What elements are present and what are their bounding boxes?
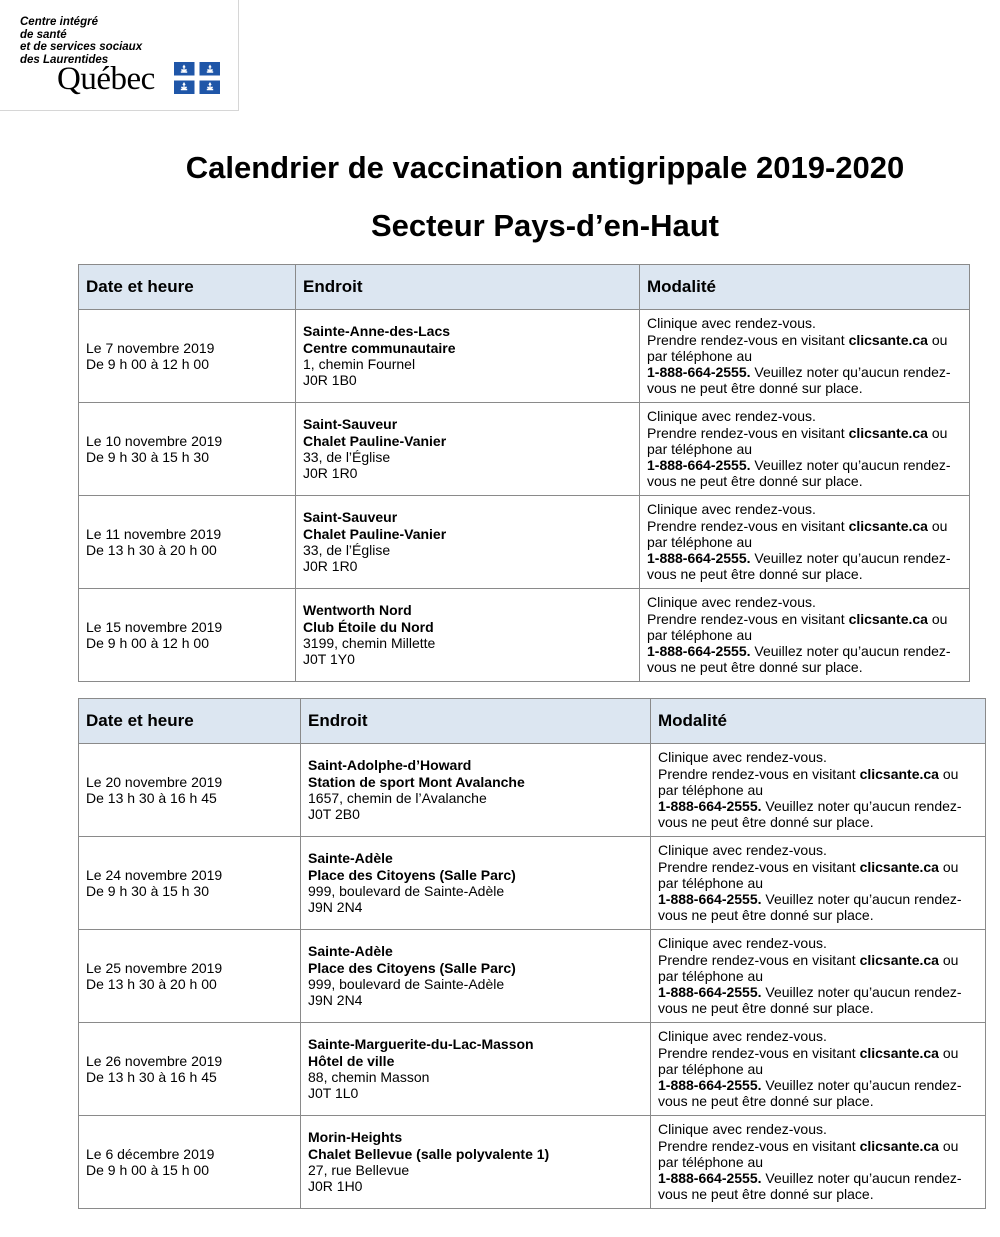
booking-website-link[interactable]: clicsante.ca bbox=[859, 765, 939, 782]
modality-text: ou bbox=[927, 424, 948, 441]
modality-text: ou bbox=[927, 331, 948, 348]
postal-code: J0R 1R0 bbox=[303, 558, 358, 575]
modality-line bbox=[658, 891, 978, 907]
modality-line: par téléphone au bbox=[658, 781, 764, 798]
time-text: De 13 h 30 à 16 h 45 bbox=[86, 1069, 217, 1085]
organization-logo bbox=[0, 0, 239, 111]
postal-code: J9N 2N4 bbox=[308, 992, 363, 1009]
organization-name bbox=[20, 16, 142, 66]
modality-line: vous ne peut être donné sur place. bbox=[647, 566, 863, 583]
table-row bbox=[79, 1116, 986, 1209]
city-name: Sainte-Anne-des-Lacs bbox=[303, 323, 451, 340]
postal-code: J0T 2B0 bbox=[308, 806, 360, 823]
date-time-cell bbox=[79, 837, 301, 930]
booking-website-link[interactable]: clicsante.ca bbox=[859, 858, 939, 875]
booking-website-link[interactable]: clicsante.ca bbox=[859, 951, 939, 968]
modality-line bbox=[647, 332, 962, 348]
modality-line bbox=[647, 643, 962, 659]
modality-text: Prendre rendez-vous en visitant bbox=[647, 331, 849, 348]
header-location: Endroit bbox=[301, 699, 651, 744]
modality-text: Veuillez noter qu’aucun rendez- bbox=[761, 891, 962, 908]
modality-line: par téléphone au bbox=[658, 1060, 764, 1077]
postal-code: J0R 1B0 bbox=[303, 372, 357, 389]
modality-text: ou bbox=[938, 765, 959, 782]
table-header-row bbox=[79, 699, 986, 744]
city-name: Wentworth Nord bbox=[303, 602, 412, 619]
modality-cell bbox=[640, 589, 970, 682]
date-time-cell bbox=[79, 310, 296, 403]
modality-cell bbox=[651, 837, 986, 930]
phone-number[interactable]: 1-888-664-2555. bbox=[647, 643, 751, 660]
modality-line bbox=[658, 1077, 978, 1093]
street-address: 3199, chemin Millette bbox=[303, 635, 436, 651]
postal-code: J9N 2N4 bbox=[308, 899, 363, 916]
date-text: Le 15 novembre 2019 bbox=[86, 618, 223, 635]
phone-number[interactable]: 1-888-664-2555. bbox=[658, 891, 762, 908]
street-address: 1657, chemin de l’Avalanche bbox=[308, 790, 487, 806]
time-text: De 13 h 30 à 16 h 45 bbox=[86, 790, 217, 806]
logo-line: et de services sociaux bbox=[20, 41, 143, 53]
city-name: Saint-Sauveur bbox=[303, 509, 398, 526]
modality-text: Prendre rendez-vous en visitant bbox=[647, 424, 849, 441]
modality-line bbox=[658, 1138, 978, 1154]
modality-line: par téléphone au bbox=[658, 967, 764, 984]
booking-website-link[interactable]: clicsante.ca bbox=[859, 1137, 939, 1154]
phone-number[interactable]: 1-888-664-2555. bbox=[658, 798, 762, 815]
date-text: Le 7 novembre 2019 bbox=[86, 339, 215, 356]
modality-line bbox=[647, 364, 962, 380]
phone-number[interactable]: 1-888-664-2555. bbox=[647, 364, 751, 381]
table-row bbox=[79, 403, 970, 496]
date-time-cell bbox=[79, 744, 301, 837]
time-text: De 9 h 00 à 12 h 00 bbox=[86, 635, 209, 651]
modality-text: Prendre rendez-vous en visitant bbox=[658, 1137, 860, 1154]
date-time-cell bbox=[79, 496, 296, 589]
phone-number[interactable]: 1-888-664-2555. bbox=[658, 1170, 762, 1187]
time-text: De 9 h 30 à 15 h 30 bbox=[86, 883, 209, 899]
time-text: De 9 h 30 à 15 h 30 bbox=[86, 449, 209, 465]
modality-line: par téléphone au bbox=[658, 1153, 764, 1170]
time-text: De 13 h 30 à 20 h 00 bbox=[86, 976, 217, 992]
date-time-cell bbox=[79, 930, 301, 1023]
modality-text: Veuillez noter qu’aucun rendez- bbox=[761, 1077, 962, 1094]
phone-number[interactable]: 1-888-664-2555. bbox=[658, 984, 762, 1001]
logo-line: de santé bbox=[20, 28, 67, 41]
table-header-row bbox=[79, 265, 970, 310]
postal-code: J0R 1R0 bbox=[303, 465, 358, 482]
modality-line bbox=[658, 984, 978, 1000]
phone-number[interactable]: 1-888-664-2555. bbox=[658, 1077, 762, 1094]
modality-text: ou bbox=[938, 951, 959, 968]
modality-line: Clinique avec rendez-vous. bbox=[658, 1028, 827, 1045]
modality-line bbox=[658, 952, 978, 968]
table-row bbox=[79, 589, 970, 682]
logo-line: Centre intégré bbox=[20, 16, 98, 28]
venue-name: Place des Citoyens (Salle Parc) bbox=[308, 866, 516, 883]
modality-line: vous ne peut être donné sur place. bbox=[647, 473, 863, 490]
modality-line: Clinique avec rendez-vous. bbox=[658, 935, 827, 952]
modality-text: ou bbox=[938, 1044, 959, 1061]
table-row bbox=[79, 310, 970, 403]
header-date-time: Date et heure bbox=[79, 699, 301, 744]
modality-text: Prendre rendez-vous en visitant bbox=[658, 1044, 860, 1061]
modality-text: ou bbox=[927, 517, 948, 534]
location-cell bbox=[296, 589, 640, 682]
modality-text: Veuillez noter qu’aucun rendez- bbox=[761, 798, 962, 815]
date-time-cell bbox=[79, 1023, 301, 1116]
modality-line: par téléphone au bbox=[647, 626, 753, 643]
table-row bbox=[79, 496, 970, 589]
city-name: Morin-Heights bbox=[308, 1129, 403, 1146]
modality-cell bbox=[651, 744, 986, 837]
city-name: Sainte-Adèle bbox=[308, 850, 393, 867]
location-cell bbox=[301, 930, 651, 1023]
booking-website-link[interactable]: clicsante.ca bbox=[848, 331, 928, 348]
postal-code: J0R 1H0 bbox=[308, 1178, 363, 1195]
modality-line: vous ne peut être donné sur place. bbox=[647, 380, 863, 397]
header-modality: Modalité bbox=[640, 265, 970, 310]
modality-line bbox=[658, 766, 978, 782]
date-text: Le 26 novembre 2019 bbox=[86, 1052, 223, 1069]
modality-cell bbox=[651, 1116, 986, 1209]
postal-code: J0T 1L0 bbox=[308, 1085, 359, 1102]
venue-name: Chalet Pauline-Vanier bbox=[303, 525, 447, 542]
date-text: Le 11 novembre 2019 bbox=[86, 525, 222, 542]
schedule-table-2 bbox=[78, 698, 986, 1209]
modality-line: Clinique avec rendez-vous. bbox=[647, 408, 816, 425]
modality-line bbox=[647, 518, 962, 534]
modality-line: par téléphone au bbox=[647, 347, 753, 364]
location-cell bbox=[296, 403, 640, 496]
page-title: Calendrier de vaccination antigrippale 2019-2020 bbox=[185, 150, 905, 185]
phone-number[interactable]: 1-888-664-2555. bbox=[647, 550, 751, 567]
street-address: 27, rue Bellevue bbox=[308, 1162, 410, 1178]
table-row bbox=[79, 930, 986, 1023]
modality-text: Veuillez noter qu’aucun rendez- bbox=[750, 550, 951, 567]
date-text: Le 10 novembre 2019 bbox=[86, 432, 223, 449]
modality-line: vous ne peut être donné sur place. bbox=[658, 1186, 874, 1203]
schedule-table-1 bbox=[78, 264, 970, 682]
venue-name: Chalet Bellevue (salle polyvalente 1) bbox=[308, 1145, 550, 1162]
modality-line: Clinique avec rendez-vous. bbox=[647, 501, 816, 518]
booking-website-link[interactable]: clicsante.ca bbox=[848, 517, 928, 534]
street-address: 999, boulevard de Sainte-Adèle bbox=[308, 976, 505, 992]
venue-name: Chalet Pauline-Vanier bbox=[303, 432, 447, 449]
date-text: Le 6 décembre 2019 bbox=[86, 1145, 215, 1162]
time-text: De 13 h 30 à 20 h 00 bbox=[86, 542, 217, 558]
modality-line bbox=[647, 425, 962, 441]
modality-line: par téléphone au bbox=[647, 440, 753, 457]
venue-name: Station de sport Mont Avalanche bbox=[308, 773, 525, 790]
modality-text: Prendre rendez-vous en visitant bbox=[658, 765, 860, 782]
modality-line: Clinique avec rendez-vous. bbox=[647, 315, 816, 332]
modality-cell bbox=[640, 310, 970, 403]
modality-text: Prendre rendez-vous en visitant bbox=[647, 517, 849, 534]
modality-cell bbox=[640, 403, 970, 496]
modality-text: ou bbox=[938, 858, 959, 875]
logo-line: des Laurentides bbox=[20, 53, 109, 66]
modality-line: vous ne peut être donné sur place. bbox=[647, 659, 863, 676]
modality-cell bbox=[640, 496, 970, 589]
header-modality: Modalité bbox=[651, 699, 986, 744]
time-text: De 9 h 00 à 15 h 00 bbox=[86, 1162, 209, 1178]
modality-line bbox=[647, 550, 962, 566]
header-date-time: Date et heure bbox=[79, 265, 296, 310]
modality-line: Clinique avec rendez-vous. bbox=[658, 842, 827, 859]
modality-line bbox=[647, 457, 962, 473]
city-name: Saint-Sauveur bbox=[303, 416, 398, 433]
date-time-cell bbox=[79, 589, 296, 682]
location-cell bbox=[296, 310, 640, 403]
modality-text: Veuillez noter qu’aucun rendez- bbox=[750, 457, 951, 474]
table-row bbox=[79, 744, 986, 837]
location-cell bbox=[301, 837, 651, 930]
time-text: De 9 h 00 à 12 h 00 bbox=[86, 356, 209, 372]
modality-text: Veuillez noter qu’aucun rendez- bbox=[761, 984, 962, 1001]
location-cell bbox=[296, 496, 640, 589]
booking-website-link[interactable]: clicsante.ca bbox=[859, 1044, 939, 1061]
page-subtitle: Secteur Pays-d’en-Haut bbox=[371, 208, 719, 243]
street-address: 33, de l’Église bbox=[303, 542, 391, 558]
venue-name: Centre communautaire bbox=[303, 339, 456, 356]
location-cell bbox=[301, 1116, 651, 1209]
modality-line: par téléphone au bbox=[647, 533, 753, 550]
table-row bbox=[79, 837, 986, 930]
booking-website-link[interactable]: clicsante.ca bbox=[848, 424, 928, 441]
modality-line bbox=[658, 798, 978, 814]
modality-text: Veuillez noter qu’aucun rendez- bbox=[750, 364, 951, 381]
date-time-cell bbox=[79, 403, 296, 496]
modality-cell bbox=[651, 1023, 986, 1116]
modality-line: par téléphone au bbox=[658, 874, 764, 891]
table-row bbox=[79, 1023, 986, 1116]
logo-wordmark: Québec bbox=[57, 61, 155, 97]
location-cell bbox=[301, 744, 651, 837]
modality-text: Prendre rendez-vous en visitant bbox=[658, 951, 860, 968]
modality-line bbox=[647, 611, 962, 627]
venue-name: Club Étoile du Nord bbox=[303, 618, 434, 635]
city-name: Saint-Adolphe-d’Howard bbox=[308, 757, 472, 774]
street-address: 33, de l’Église bbox=[303, 449, 391, 465]
street-address: 1, chemin Fournel bbox=[303, 356, 416, 372]
venue-name: Place des Citoyens (Salle Parc) bbox=[308, 959, 516, 976]
city-name: Sainte-Marguerite-du-Lac-Masson bbox=[308, 1036, 534, 1053]
date-text: Le 24 novembre 2019 bbox=[86, 866, 223, 883]
date-time-cell bbox=[79, 1116, 301, 1209]
modality-line: vous ne peut être donné sur place. bbox=[658, 814, 874, 831]
modality-line bbox=[658, 1170, 978, 1186]
modality-text: Prendre rendez-vous en visitant bbox=[647, 610, 849, 627]
street-address: 88, chemin Masson bbox=[308, 1069, 430, 1085]
city-name: Sainte-Adèle bbox=[308, 943, 393, 960]
modality-line: vous ne peut être donné sur place. bbox=[658, 1000, 874, 1017]
modality-line bbox=[658, 1045, 978, 1061]
modality-text: Prendre rendez-vous en visitant bbox=[658, 858, 860, 875]
modality-line: Clinique avec rendez-vous. bbox=[647, 594, 816, 611]
modality-line bbox=[658, 859, 978, 875]
booking-website-link[interactable]: clicsante.ca bbox=[848, 610, 928, 627]
venue-name: Hôtel de ville bbox=[308, 1052, 395, 1069]
modality-text: Veuillez noter qu’aucun rendez- bbox=[761, 1170, 962, 1187]
modality-line: Clinique avec rendez-vous. bbox=[658, 1121, 827, 1138]
phone-number[interactable]: 1-888-664-2555. bbox=[647, 457, 751, 474]
postal-code: J0T 1Y0 bbox=[303, 651, 355, 668]
modality-text: ou bbox=[927, 610, 948, 627]
modality-line: Clinique avec rendez-vous. bbox=[658, 749, 827, 766]
modality-cell bbox=[651, 930, 986, 1023]
modality-text: ou bbox=[938, 1137, 959, 1154]
location-cell bbox=[301, 1023, 651, 1116]
header-location: Endroit bbox=[296, 265, 640, 310]
modality-line: vous ne peut être donné sur place. bbox=[658, 1093, 874, 1110]
street-address: 999, boulevard de Sainte-Adèle bbox=[308, 883, 505, 899]
date-text: Le 25 novembre 2019 bbox=[86, 959, 223, 976]
date-text: Le 20 novembre 2019 bbox=[86, 773, 223, 790]
quebec-flag-icon bbox=[174, 62, 220, 94]
modality-text: Veuillez noter qu’aucun rendez- bbox=[750, 643, 951, 660]
modality-line: vous ne peut être donné sur place. bbox=[658, 907, 874, 924]
